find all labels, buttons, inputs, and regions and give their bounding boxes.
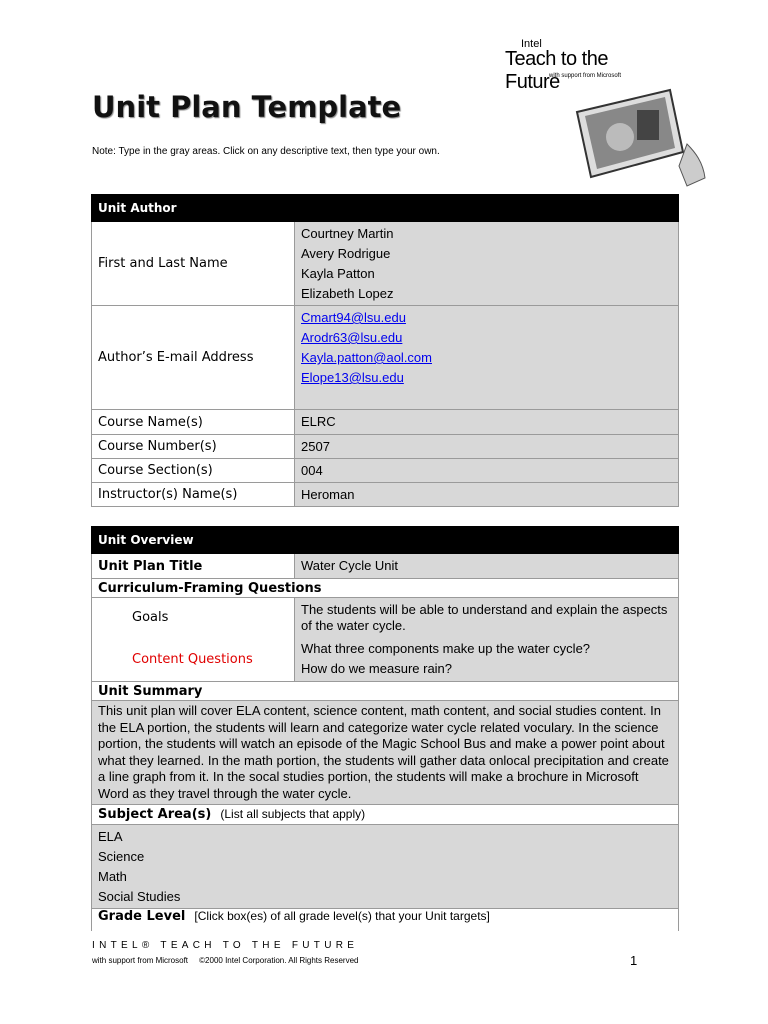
author-names-field[interactable]: [295, 222, 679, 306]
subject-area-label: Subject Area(s): [98, 807, 212, 822]
unit-author-header: Unit Author: [92, 195, 679, 222]
instruction-note: Note: Type in the gray areas. Click on any descriptive text, then type your own.: [92, 146, 440, 157]
author-name: Avery Rodrigue: [301, 245, 391, 261]
cfq-label: Curriculum-Framing Questions: [92, 579, 679, 598]
unit-summary-field[interactable]: This unit plan will cover ELA content, science content, math content, and social studies content. In the ELA portion, the students will learn and categorize water cycle related voculary. In the science portion, the students will watch an episode of the Magic School Bus and make a power point about what they learned. In the math portion, the students will gather data onlocal precipitation and create a line graph from it. In the socal studies portion, the students will make a brochure in Microsoft Word as they travel through the water cycle.: [92, 701, 679, 805]
footer-copyright: ©2000 Intel Corporation. All Rights Reserved: [199, 956, 359, 965]
content-questions-field[interactable]: [295, 638, 679, 682]
author-emails-field[interactable]: [295, 306, 679, 410]
email-link[interactable]: Arodr63@lsu.edu: [301, 330, 403, 345]
subject-item: Math: [98, 868, 127, 884]
unit-overview-header-row: [92, 527, 679, 554]
course-section-field[interactable]: 004: [295, 459, 679, 483]
course-name-field[interactable]: ELRC: [295, 410, 679, 435]
unit-plan-title-field[interactable]: Water Cycle Unit: [295, 554, 679, 579]
goals-field[interactable]: The students will be able to understand and explain the aspects of the water cycle.: [295, 598, 679, 638]
subject-area-row: [92, 805, 679, 825]
logo-intel-text: Intel: [521, 38, 542, 50]
logo-sub-text: with support from Microsoft: [549, 73, 622, 79]
grade-level-hint[interactable]: [Click box(es) of all grade level(s) that your Unit targets]: [194, 909, 490, 923]
grade-level-row: [92, 909, 679, 931]
unit-plan-title-label: Unit Plan Title: [92, 554, 295, 579]
page-title: Unit Plan Template: [92, 90, 402, 124]
author-name: Kayla Patton: [301, 265, 375, 281]
email-link[interactable]: Kayla.patton@aol.com: [301, 350, 432, 365]
subject-area-field[interactable]: [92, 825, 679, 909]
email-link[interactable]: Elope13@lsu.edu: [301, 370, 404, 385]
intel-teach-logo: [505, 38, 665, 188]
content-question: How do we measure rain?: [301, 661, 453, 677]
email-link[interactable]: Cmart94@lsu.edu: [301, 310, 406, 325]
laptop-hand-illustration: [575, 82, 710, 187]
email-label[interactable]: Author’s E-mail Address: [92, 306, 295, 410]
footer-support: [92, 956, 358, 965]
unit-summary-label: Unit Summary: [92, 682, 679, 701]
course-number-field[interactable]: 2507: [295, 435, 679, 459]
course-name-label[interactable]: Course Name(s): [92, 410, 295, 435]
unit-overview-header: Unit Overview: [92, 527, 679, 554]
unit-overview-table: [91, 526, 679, 931]
author-name: Elizabeth Lopez: [301, 285, 394, 301]
page-number: 1: [630, 953, 638, 968]
subject-area-hint: (List all subjects that apply): [220, 807, 366, 821]
content-questions-label[interactable]: Content Questions: [92, 638, 295, 682]
name-label[interactable]: First and Last Name: [92, 222, 295, 306]
instructor-field[interactable]: Heroman: [295, 483, 679, 507]
logo-main-text: Teach to the Future: [505, 48, 608, 93]
content-question: What three components make up the water cycle?: [301, 641, 591, 657]
course-section-label[interactable]: Course Section(s): [92, 459, 295, 483]
footer-brand: INTEL® TEACH TO THE FUTURE: [92, 940, 359, 951]
author-name: Courtney Martin: [301, 225, 394, 241]
grade-level-label: Grade Level: [98, 909, 186, 924]
course-number-label[interactable]: Course Number(s): [92, 435, 295, 459]
subject-item: Science: [98, 848, 145, 864]
footer-support-text: with support from Microsoft: [92, 956, 189, 965]
unit-author-table: [91, 194, 679, 507]
subject-item: ELA: [98, 828, 123, 844]
instructor-label[interactable]: Instructor(s) Name(s): [92, 483, 295, 507]
unit-author-header-row: [92, 195, 679, 222]
subject-item: Social Studies: [98, 888, 181, 904]
goals-label[interactable]: Goals: [92, 598, 295, 638]
